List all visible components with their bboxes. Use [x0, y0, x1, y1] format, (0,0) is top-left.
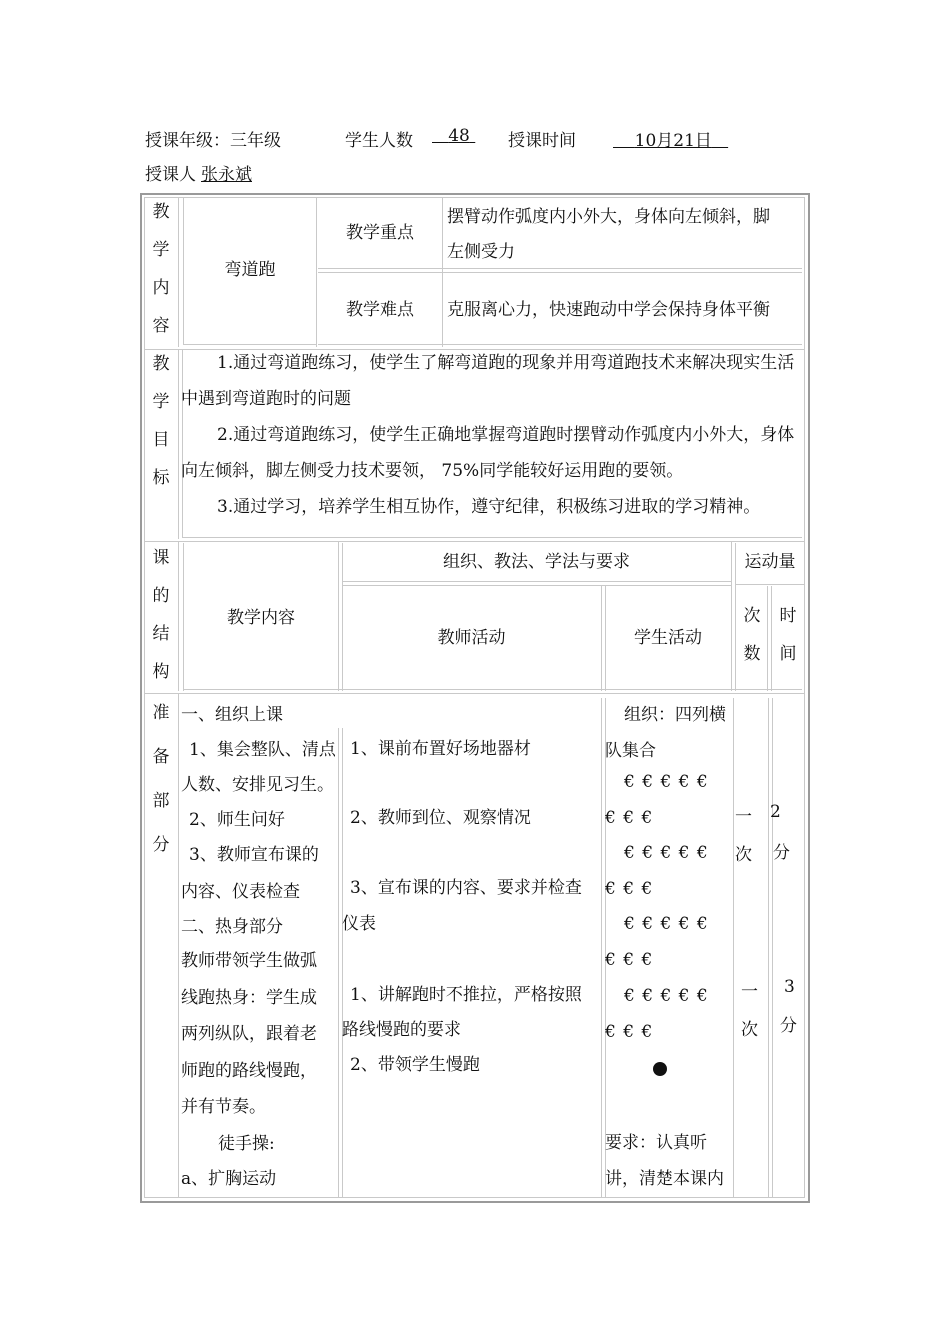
- content-col-header: 教学内容: [227, 608, 295, 628]
- formation-row: € € € € €: [624, 843, 709, 863]
- time-value: 分: [780, 1016, 797, 1036]
- formation-row: € € €: [605, 808, 654, 828]
- time-label: 授课时间: [508, 131, 576, 151]
- prep-content-line: 二、热身部分: [181, 917, 283, 937]
- teacher-activity-line: 仪表: [342, 914, 376, 934]
- count-value: 一: [735, 807, 752, 827]
- key-text-line-1: 摆臂动作弧度内小外大，身体向左倾斜，脚: [447, 207, 770, 227]
- formation-row: € € €: [605, 879, 654, 899]
- grade-label: 授课年级：三年级: [145, 131, 281, 151]
- time-value: 分: [773, 843, 790, 863]
- time-value: 10月21日: [634, 131, 712, 151]
- formation-row: € € € € €: [624, 914, 709, 934]
- formation-row: € € €: [605, 950, 654, 970]
- prep-content-line: 线跑热身：学生成: [181, 988, 317, 1008]
- student-requirement-line-2: 讲，清楚本课内: [605, 1169, 724, 1189]
- teacher-activity-line: 路线慢跑的要求: [342, 1020, 461, 1040]
- amount-col-header: 运动量: [744, 552, 796, 572]
- structure-row-label: 课的结构: [152, 548, 170, 682]
- prep-content-line: 师跑的路线慢跑，: [181, 1061, 317, 1081]
- teacher-activity-line: 1、讲解跑时不推拉，严格按照: [350, 985, 582, 1005]
- goal-3: 3.通过学习，培养学生相互协作，遵守纪律，积极练习进取的学习精神。: [217, 497, 761, 517]
- goal-2: 2.通过弯道跑练习，使学生正确地掌握弯道跑时摆臂动作弧度内小外大，身体向左倾斜，脚左侧受力技术要领， 75%同学能较好运用跑的要领。: [181, 425, 795, 481]
- student-org-line-2: 队集合: [605, 741, 656, 761]
- prep-content-line: 徒手操:: [218, 1134, 275, 1154]
- prep-row-label: 准备部分: [152, 703, 170, 855]
- goal-1: 1.通过弯道跑练习，使学生了解弯道跑的现象并用弯道跑技术来解决现实生活中遇到弯道跑时的问题: [181, 353, 795, 409]
- student-requirement-line-1: 要求：认真听: [605, 1133, 707, 1153]
- goals-row-label: 教学目标: [152, 354, 170, 488]
- topic-cell: 弯道跑: [224, 260, 276, 280]
- key-text-line-2: 左侧受力: [447, 242, 515, 262]
- time-value: 2: [770, 802, 781, 822]
- prep-content-line: 教师带领学生做弧: [181, 951, 317, 971]
- count-value: 次: [735, 845, 752, 865]
- content-row-label: 教学内容: [152, 202, 170, 336]
- prep-content-line: 两列纵队，跟着老: [181, 1024, 317, 1044]
- difficulty-label: 教学难点: [346, 300, 414, 320]
- time-value: 3: [784, 977, 795, 997]
- org-col-header: 组织、教法、学法与要求: [443, 552, 630, 572]
- teacher-position-marker: [653, 1062, 667, 1076]
- time-col-header: 时间: [779, 606, 797, 664]
- prep-content-line: 3、教师宣布课的: [189, 845, 319, 865]
- teacher-activity-line: 3、宣布课的内容、要求并检查: [350, 878, 582, 898]
- prep-content-line: 人数、安排见习生。: [181, 775, 334, 795]
- teacher-activity-line: 1、课前布置好场地器材: [350, 739, 531, 759]
- teacher-activity-line: 2、教师到位、观察情况: [350, 808, 531, 828]
- count-value: 次: [741, 1020, 758, 1040]
- students-label: 学生人数: [345, 131, 413, 151]
- formation-row: € € € € €: [624, 986, 709, 1006]
- prep-content-line: a、扩胸运动: [181, 1169, 277, 1189]
- prep-content-line: 并有节奏。: [181, 1097, 266, 1117]
- teacher-activity-line: 2、带领学生慢跑: [350, 1055, 480, 1075]
- students-value: 48: [448, 126, 470, 146]
- prep-content-line: 2、师生问好: [189, 810, 285, 830]
- prep-content-line: 一、组织上课: [181, 705, 283, 725]
- count-col-header: 次数: [743, 606, 761, 664]
- difficulty-text: 克服离心力，快速跑动中学会保持身体平衡: [447, 300, 770, 320]
- formation-row: € € €: [605, 1022, 654, 1042]
- formation-row: € € € € €: [624, 772, 709, 792]
- teacher-label: 授课人: [145, 165, 196, 185]
- student-org-line-1: 组织：四列横: [624, 705, 726, 725]
- prep-content-line: 内容、仪表检查: [181, 882, 300, 902]
- teacher-col-header: 教师活动: [437, 628, 506, 648]
- student-col-header: 学生活动: [634, 628, 702, 648]
- prep-content-line: 1、集会整队、清点: [189, 740, 336, 760]
- count-value: 一: [741, 982, 758, 1002]
- teacher-value: 张永斌: [201, 165, 252, 185]
- key-label: 教学重点: [346, 223, 414, 243]
